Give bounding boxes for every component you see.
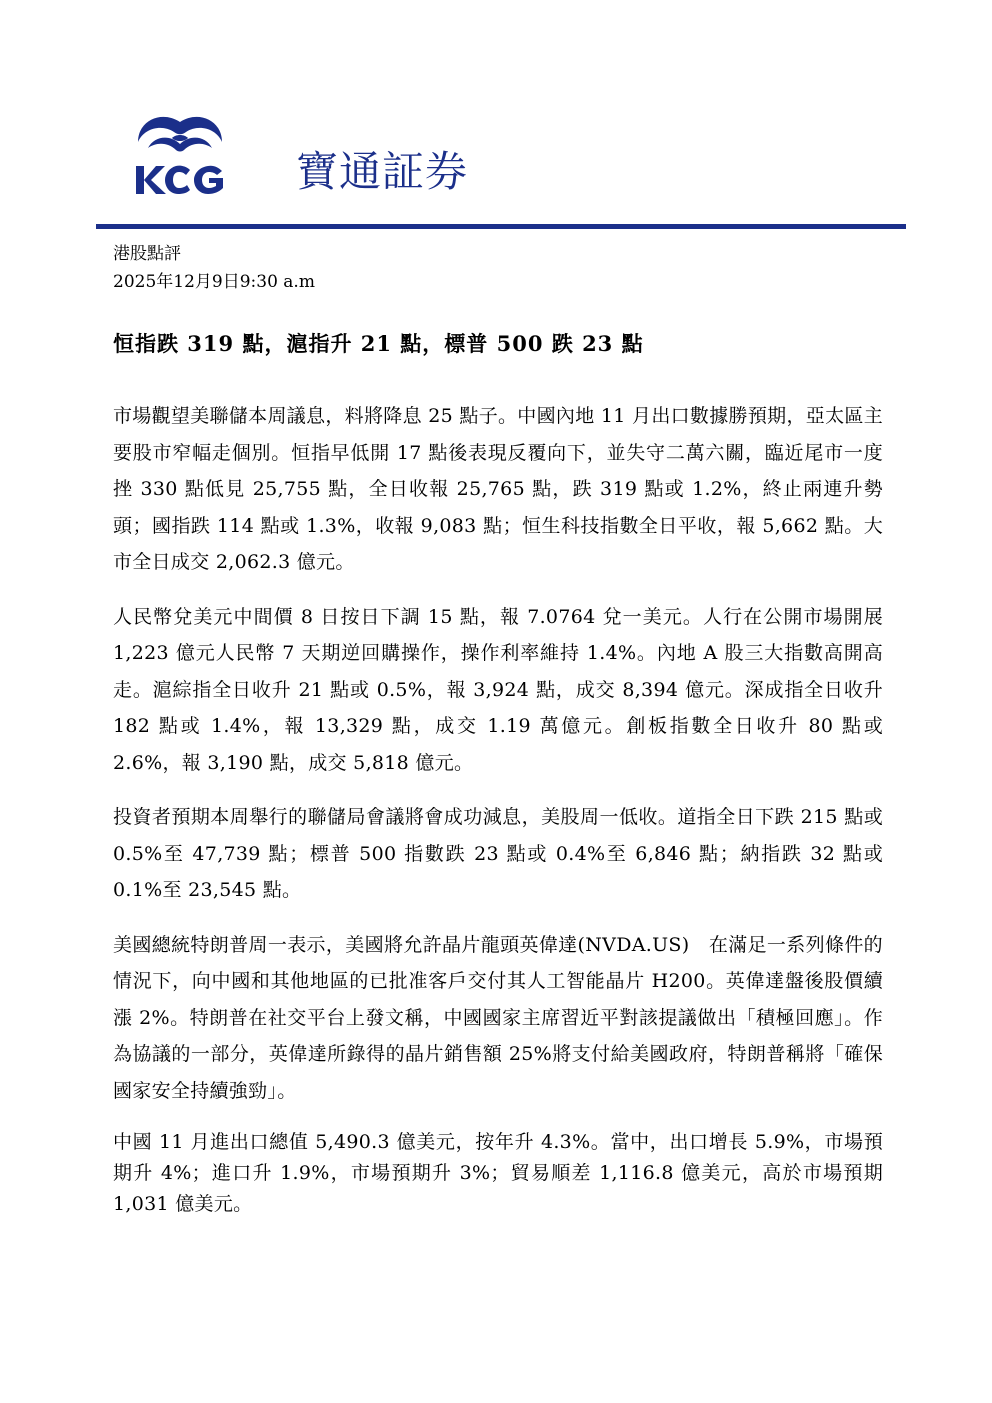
paragraph-hk-market: 市場觀望美聯儲本周議息，料將降息 25 點子。中國內地 11 月出口數據勝預期，亞太區主要股市窄幅走個別。恒指早低開 17 點後表現反覆向下，並失守二萬六關，臨近尾市一度挫 330 點低見 25,755 點，全日收報 25,765 點，跌 319 點或 1.2%，終止兩連升勢頭；國指跌 114 點或 1.3%，收報 9,083 點；恒生科技指數全日平收，報 5,662 點。大市全日成交 2,062.3 億元。 — [113, 405, 883, 573]
kcg-logo-graphic — [132, 108, 228, 198]
report-meta — [113, 240, 315, 296]
report-category: 港股點評 — [113, 244, 181, 264]
paragraph-us-market: 投資者預期本周舉行的聯儲局會議將會成功減息，美股周一低收。道指全日下跌 215 點或 0.5%至 47,739 點；標普 500 指數跌 23 點或 0.4%至 6,846 點；納指跌 32 點或 0.1%至 23,545 點。 — [113, 806, 883, 901]
company-name: 寶通証券 — [296, 147, 469, 196]
paragraph-china-market: 人民幣兌美元中間價 8 日按日下調 15 點，報 7.0764 兌一美元。人行在公開市場開展 1,223 億元人民幣 7 天期逆回購操作，操作利率維持 1.4%。內地 A 股三大指數高開高走。滬綜指全日收升 21 點或 0.5%，報 3,924 點，成交 8,394 億元。深成指全日收升 182 點或 1.4%，報 13,329 點，成交 1.19 萬億元。創板指數全日收升 80 點或 2.6%，報 3,190 點，成交 5,818 億元。 — [113, 605, 883, 774]
report-headline: 恒指跌 319 點，滬指升 21 點，標普 500 跌 23 點 — [113, 331, 644, 356]
letterhead — [0, 0, 992, 232]
paragraph-trade-data: 中國 11 月進出口總值 5,490.3 億美元，按年升 4.3%。當中，出口增長 5.9%，市場預期升 4%；進口升 1.9%，市場預期升 3%；貿易順差 1,116.8 億美元，高於市場預期 1,031 億美元。 — [113, 1131, 883, 1215]
article-body — [113, 398, 883, 1238]
paragraph-nvidia-news: 美國總統特朗普周一表示，美國將允許晶片龍頭英偉達(NVDA.US) 在滿足一系列條件的情況下，向中國和其他地區的已批准客戶交付其人工智能晶片 H200。英偉達盤後股價續漲 2%。特朗普在社交平台上發文稱，中國國家主席習近平對該提議做出「積極回應」。作為協議的一部分，英偉達所錄得的晶片銷售額 25%將支付給美國政府，特朗普稱將「確保國家安全持續強勁」。 — [113, 933, 883, 1102]
report-datetime: 2025年12月9日9:30 a.m — [113, 272, 315, 292]
header-divider — [96, 224, 906, 229]
kcg-logo — [132, 108, 228, 198]
